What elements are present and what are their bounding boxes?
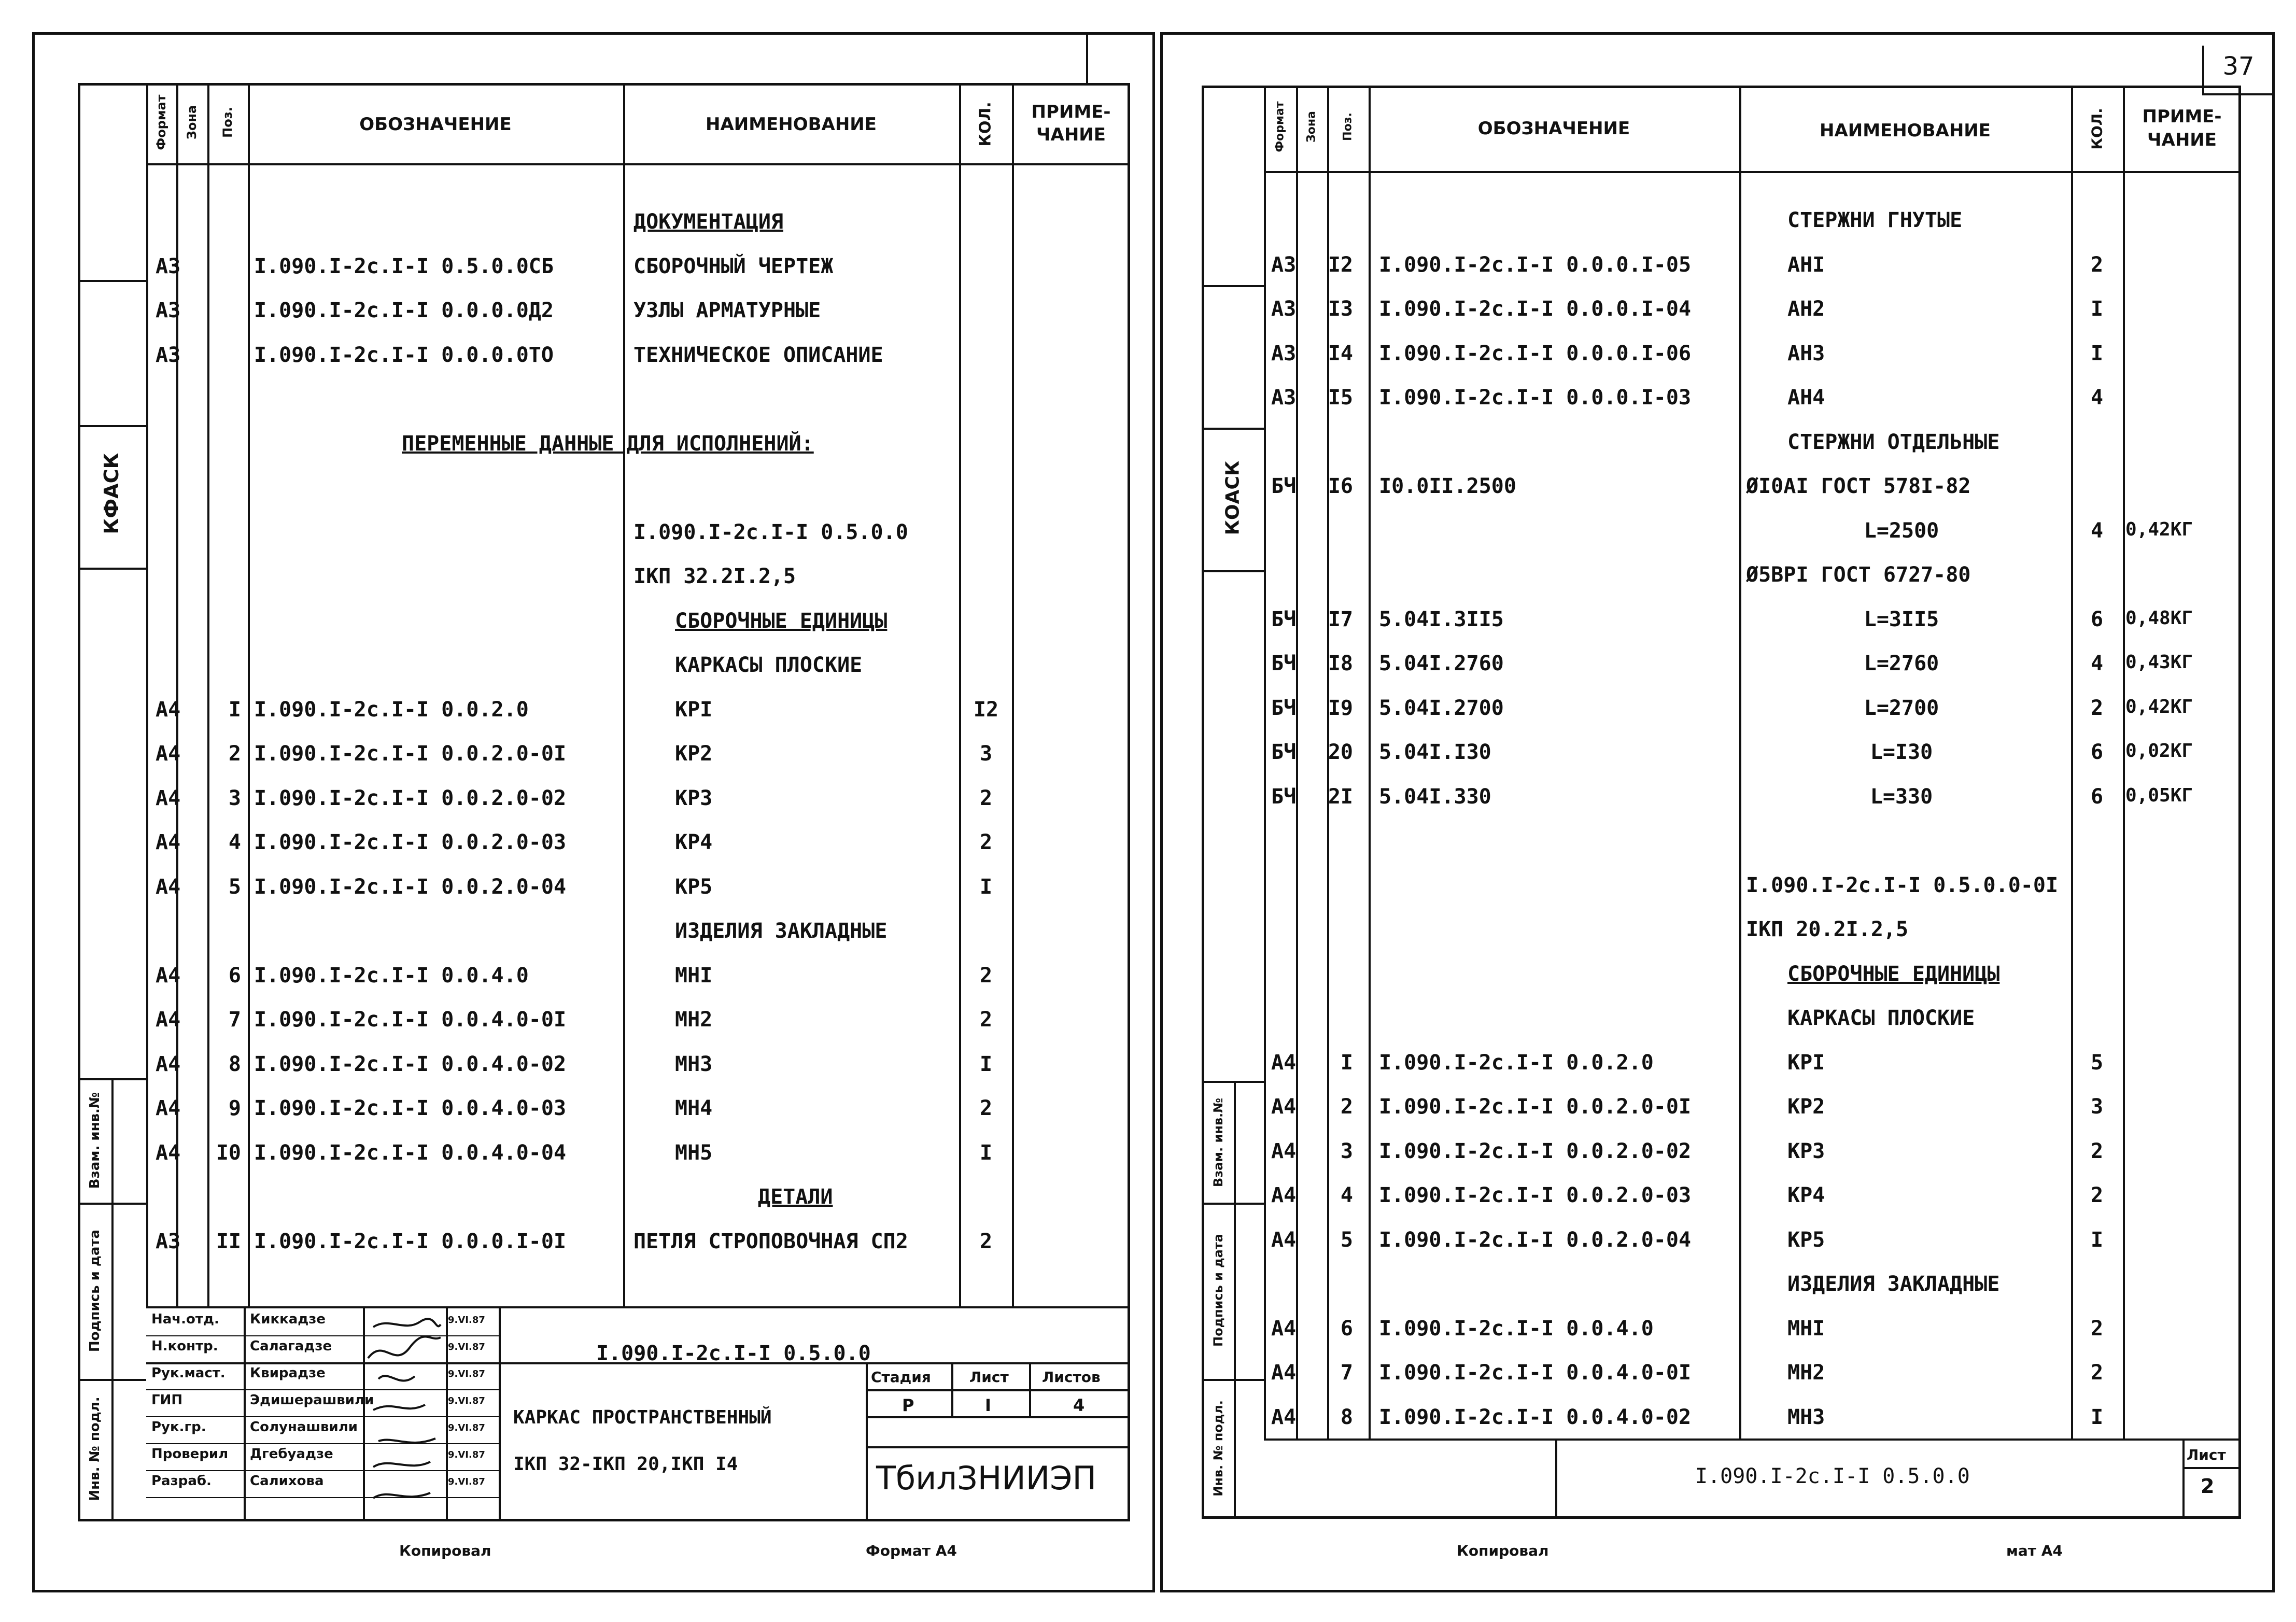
row-format: БЧ: [1271, 652, 1297, 675]
sheet-label: Лист: [969, 1369, 1009, 1386]
row-position: 8: [228, 1052, 241, 1076]
stage-label: Стадия: [871, 1369, 931, 1386]
row-name: L=2760: [1864, 652, 1939, 675]
row-position: I3: [1328, 297, 1353, 321]
row-quantity: 2: [2090, 1316, 2104, 1341]
header-format: Формат: [154, 94, 168, 150]
row-format: А4: [156, 830, 181, 854]
row-position: I2: [1328, 252, 1353, 277]
row-format: А4: [1271, 1405, 1297, 1429]
row-format: БЧ: [1271, 784, 1297, 809]
header-zone-right: Зона: [1305, 111, 1318, 143]
row-position: 4: [1340, 1183, 1353, 1207]
row-note: 0,02КГ: [2125, 740, 2193, 761]
row-quantity: I: [979, 1052, 993, 1076]
right-sheet-value: 2: [2201, 1475, 2215, 1498]
row-quantity: 2: [979, 1229, 993, 1253]
row-quantity: I: [2090, 297, 2104, 321]
row-designation: I.090.I-2с.I-I 0.0.0.0ТО: [254, 343, 554, 367]
sheets-value: 4: [1073, 1395, 1085, 1415]
row-designation: I.090.I-2с.I-I 0.0.0.0Д2: [254, 299, 554, 322]
row-name: КАРКАСЫ ПЛОСКИЕ: [1787, 1006, 1975, 1030]
row-format: А4: [156, 1052, 181, 1076]
row-name: МНI: [675, 963, 713, 988]
signer-date: 9.VI.87: [448, 1315, 485, 1325]
row-quantity: 6: [2090, 784, 2104, 809]
row-designation: I.090.I-2с.I-I 0.5.0.0СБ: [254, 254, 554, 278]
row-designation: 5.04I.3II5: [1379, 607, 1504, 631]
row-designation: I.090.I-2с.I-I 0.0.2.0-02: [1379, 1139, 1692, 1163]
row-format: А3: [1271, 252, 1297, 277]
row-name: МН3: [675, 1052, 713, 1076]
row-designation: 5.04I.2700: [1379, 696, 1504, 720]
row-quantity: I2: [973, 697, 999, 722]
row-name: КР3: [675, 786, 713, 810]
row-quantity: 4: [2090, 386, 2104, 410]
row-name: МН2: [1787, 1361, 1825, 1385]
row-name: L=2500: [1864, 518, 1939, 543]
row-format: А4: [1271, 1228, 1297, 1252]
row-quantity: 3: [979, 742, 993, 766]
signer-name: Дгебуадзе: [250, 1446, 333, 1462]
sheets-label: Листов: [1042, 1369, 1101, 1386]
signer-role: Разраб.: [151, 1473, 212, 1489]
row-quantity: 6: [2090, 607, 2104, 631]
row-quantity: 2: [2090, 696, 2104, 720]
row-designation: 5.04I.2760: [1379, 652, 1504, 675]
row-designation: I.090.I-2с.I-I 0.0.4.0-0I: [254, 1008, 567, 1032]
row-format: А4: [1271, 1183, 1297, 1207]
row-name: СТЕРЖНИ ОТДЕЛЬНЫЕ: [1787, 430, 2000, 454]
header-name-right: НАИМЕНОВАНИЕ: [1819, 120, 1991, 141]
row-position: I4: [1328, 341, 1353, 365]
header-format-right: Формат: [1273, 101, 1287, 152]
row-position: 6: [228, 963, 241, 988]
signer-role: ГИП: [151, 1392, 183, 1408]
left-title-doc-code: I.090.I-2с.I-I 0.5.0.0: [596, 1342, 871, 1365]
signer-role: Нач.отд.: [151, 1311, 219, 1327]
row-format: А3: [1271, 341, 1297, 365]
signer-role: Рук.гр.: [151, 1419, 206, 1435]
row-designation: 5.04I.330: [1379, 784, 1491, 809]
signer-date: 9.VI.87: [448, 1422, 485, 1433]
row-name: ТЕХНИЧЕСКОЕ ОПИСАНИЕ: [633, 343, 883, 367]
row-format: БЧ: [1271, 474, 1297, 498]
row-format: А3: [1271, 297, 1297, 321]
signer-name: Эдишерашвили: [250, 1392, 374, 1408]
header-name: НАИМЕНОВАНИЕ: [705, 114, 877, 135]
row-designation: I.090.I-2с.I-I 0.0.2.0-04: [254, 875, 567, 899]
row-name: КР2: [1787, 1095, 1825, 1119]
header-designation: ОБОЗНАЧЕНИЕ: [359, 114, 512, 135]
signer-role: Проверил: [151, 1446, 229, 1462]
header-zone: Зона: [185, 105, 199, 140]
row-designation: I.090.I-2с.I-I 0.0.0.I-06: [1379, 341, 1692, 365]
row-designation: I.090.I-2с.I-I 0.0.4.0: [1379, 1316, 1654, 1341]
row-name: СТЕРЖНИ ГНУТЫЕ: [1787, 208, 1963, 232]
signer-date: 9.VI.87: [448, 1449, 485, 1460]
row-designation: I.090.I-2с.I-I 0.0.2.0-0I: [254, 742, 567, 766]
side-stamp: КФАСК: [100, 453, 123, 534]
signer-name: Салагадзе: [250, 1338, 332, 1354]
signatures-drawing: [363, 1306, 446, 1521]
row-name: КРI: [675, 697, 713, 722]
row-note: 0,43КГ: [2125, 652, 2193, 673]
row-name: КАРКАСЫ ПЛОСКИЕ: [675, 653, 863, 677]
header-qty-right: КОЛ.: [2088, 108, 2106, 150]
row-position: 5: [1340, 1228, 1353, 1252]
row-name: СБОРОЧНЫЙ ЧЕРТЕЖ: [633, 254, 834, 278]
header-designation-right: ОБОЗНАЧЕНИЕ: [1477, 118, 1630, 139]
right-sheet-label: Лист: [2187, 1446, 2226, 1463]
row-designation: I.090.I-2с.I-I 0.0.0.I-04: [1379, 297, 1692, 321]
row-position: I9: [1328, 696, 1353, 720]
row-name: МН3: [1787, 1405, 1825, 1429]
row-note: 0,42КГ: [2125, 518, 2193, 540]
row-designation: I.090.I-2с.I-I 0.0.4.0-04: [254, 1140, 567, 1165]
signer-name: Салихова: [250, 1473, 324, 1489]
row-quantity: 2: [2090, 252, 2104, 277]
signer-date: 9.VI.87: [448, 1369, 485, 1379]
side-label-inv-vzam: Взам. инв.№: [87, 1092, 103, 1189]
row-name: МНI: [1787, 1316, 1825, 1341]
row-designation: I.090.I-2с.I-I 0.0.2.0-02: [254, 786, 567, 810]
side-label-inv-podl-right: Инв. № подл.: [1211, 1400, 1226, 1497]
row-designation: I.090.I-2с.I-I 0.0.4.0-02: [254, 1052, 567, 1076]
row-note: 0,05КГ: [2125, 784, 2193, 806]
row-quantity: 2: [979, 830, 993, 854]
row-position: I7: [1328, 607, 1353, 631]
row-position: 5: [228, 875, 241, 899]
row-format: БЧ: [1271, 607, 1297, 631]
row-designation: I.090.I-2с.I-I 0.0.0.I-03: [1379, 386, 1692, 410]
signer-date: 9.VI.87: [448, 1476, 485, 1487]
signer-date: 9.VI.87: [448, 1342, 485, 1352]
row-format: А4: [1271, 1139, 1297, 1163]
row-position: 2I: [1328, 784, 1353, 809]
row-name: L=I30: [1870, 740, 1933, 764]
row-format: А3: [156, 1229, 181, 1253]
row-position: 8: [1340, 1405, 1353, 1429]
row-format: БЧ: [1271, 740, 1297, 764]
row-quantity: 2: [2090, 1183, 2104, 1207]
left-title-line2: IКП 32-IКП 20,IКП I4: [513, 1454, 738, 1475]
row-name: КР4: [1787, 1183, 1825, 1207]
header-note-2: ЧАНИЕ: [1036, 124, 1106, 145]
row-quantity: I: [979, 1140, 993, 1165]
row-format: БЧ: [1271, 696, 1297, 720]
row-name: КР2: [675, 742, 713, 766]
row-quantity: 2: [979, 786, 993, 810]
header-note-1: ПРИМЕ-: [1031, 102, 1111, 122]
row-designation: I.090.I-2с.I-I 0.0.2.0-03: [254, 830, 567, 854]
row-format: А4: [1271, 1095, 1297, 1119]
row-name: АН3: [1787, 341, 1825, 365]
row-position: I: [1340, 1050, 1353, 1075]
footer-copied-left: Копировал: [399, 1542, 491, 1559]
side-label-sign-date-right: Подпись и дата: [1211, 1234, 1226, 1347]
signer-date: 9.VI.87: [448, 1395, 485, 1406]
row-name: L=330: [1870, 784, 1933, 809]
header-note-right-1: ПРИМЕ-: [2142, 106, 2222, 127]
row-position: 6: [1340, 1316, 1353, 1341]
row-position: 3: [228, 786, 241, 810]
row-name: СБОРОЧНЫЕ ЕДИНИЦЫ: [1787, 962, 2000, 986]
row-format: А4: [156, 742, 181, 766]
row-quantity: 6: [2090, 740, 2104, 764]
row-name: УЗЛЫ АРМАТУРНЫЕ: [633, 299, 821, 322]
row-name: МН4: [675, 1096, 713, 1120]
row-name: I.090.I-2с.I-I 0.5.0.0: [633, 520, 908, 544]
row-name: ИЗДЕЛИЯ ЗАКЛАДНЫЕ: [675, 919, 888, 943]
row-name: ПЕТЛЯ СТРОПОВОЧНАЯ СП2: [633, 1229, 908, 1253]
stage-value: Р: [902, 1395, 914, 1415]
row-quantity: 2: [2090, 1139, 2104, 1163]
header-pos: Поз.: [220, 107, 235, 138]
row-position: I0: [216, 1140, 241, 1165]
row-designation: I.090.I-2с.I-I 0.0.4.0-03: [254, 1096, 567, 1120]
row-name: АНI: [1787, 252, 1825, 277]
row-designation: I.090.I-2с.I-I 0.0.4.0-0I: [1379, 1361, 1692, 1385]
side-label-inv-podl: Инв. № подл.: [87, 1397, 103, 1501]
row-name: СБОРОЧНЫЕ ЕДИНИЦЫ: [675, 609, 888, 633]
row-position: I8: [1328, 652, 1353, 675]
header-qty: КОЛ.: [976, 102, 995, 147]
row-format: А4: [1271, 1316, 1297, 1341]
row-position: 2: [228, 742, 241, 766]
side-label-inv-vzam-right: Взам. инв.№: [1211, 1097, 1226, 1188]
row-format: А3: [156, 299, 181, 322]
side-stamp-right: КОАСК: [1222, 460, 1244, 535]
row-designation: I.090.I-2с.I-I 0.0.2.0: [254, 697, 529, 722]
row-name: L=3II5: [1864, 607, 1939, 631]
row-position: 9: [228, 1096, 241, 1120]
row-quantity: 2: [979, 1008, 993, 1032]
left-corner-box: [1086, 32, 1155, 84]
row-quantity: 2: [2090, 1361, 2104, 1385]
row-designation: I.090.I-2с.I-I 0.0.4.0-02: [1379, 1405, 1692, 1429]
row-format: А4: [156, 1008, 181, 1032]
row-format: А3: [156, 254, 181, 278]
row-quantity: I: [979, 875, 993, 899]
row-position: II: [216, 1229, 241, 1253]
row-format: А4: [156, 786, 181, 810]
footer-format-left: Формат А4: [866, 1542, 957, 1559]
row-name: КР5: [1787, 1228, 1825, 1252]
row-designation: I.090.I-2с.I-I 0.0.0.I-0I: [254, 1229, 567, 1253]
row-designation: ПЕРЕМЕННЫЕ ДАННЫЕ ДЛЯ ИСПОЛНЕНИЙ:: [402, 431, 814, 456]
sheet-value: I: [985, 1395, 991, 1415]
signer-name: Солунашвили: [250, 1419, 358, 1435]
signer-name: Киккадзе: [250, 1311, 326, 1327]
row-position: 2: [1340, 1095, 1353, 1119]
row-name: АН4: [1787, 386, 1825, 410]
row-name: КР3: [1787, 1139, 1825, 1163]
row-format: А4: [156, 1140, 181, 1165]
row-name: IКП 20.2I.2,5: [1746, 918, 1909, 941]
row-quantity: 2: [979, 1096, 993, 1120]
row-position: I: [228, 697, 241, 722]
row-name: ДЕТАЛИ: [758, 1185, 833, 1209]
row-position: 7: [1340, 1361, 1353, 1385]
row-position: 7: [228, 1008, 241, 1032]
footer-copied-right: Копировал: [1457, 1542, 1549, 1559]
row-name: МН2: [675, 1008, 713, 1032]
row-quantity: 2: [979, 963, 993, 988]
row-quantity: I: [2090, 341, 2104, 365]
row-quantity: 4: [2090, 518, 2104, 543]
row-format: А4: [156, 697, 181, 722]
row-position: 20: [1328, 740, 1353, 764]
row-position: I5: [1328, 386, 1353, 410]
row-name: КР5: [675, 875, 713, 899]
row-format: А4: [156, 1096, 181, 1120]
footer-format-right: мат А4: [2006, 1542, 2063, 1559]
row-name: ИЗДЕЛИЯ ЗАКЛАДНЫЕ: [1787, 1272, 2000, 1296]
row-name: IКП 32.2I.2,5: [633, 565, 796, 588]
row-quantity: 3: [2090, 1095, 2104, 1119]
row-designation: I.090.I-2с.I-I 0.0.4.0: [254, 963, 529, 988]
row-designation: 5.04I.I30: [1379, 740, 1491, 764]
row-format: А4: [156, 875, 181, 899]
row-name: ØI0АI ГОСТ 578I-82: [1746, 474, 1971, 498]
left-title-line1: КАРКАС ПРОСТРАНСТВЕННЫЙ: [513, 1407, 772, 1428]
row-designation: I.090.I-2с.I-I 0.0.2.0-0I: [1379, 1095, 1692, 1119]
header-pos-right: Поз.: [1341, 112, 1355, 141]
row-name: КРI: [1787, 1050, 1825, 1075]
row-format: А3: [156, 343, 181, 367]
row-position: I6: [1328, 474, 1353, 498]
row-format: А3: [1271, 386, 1297, 410]
row-designation: I0.0II.2500: [1379, 474, 1516, 498]
page-number: 37: [2222, 52, 2255, 81]
row-quantity: I: [2090, 1228, 2104, 1252]
side-label-sign-date: Подпись и дата: [87, 1229, 103, 1352]
row-quantity: 5: [2090, 1050, 2104, 1075]
row-quantity: 4: [2090, 652, 2104, 675]
org-name: ТбилЗНИИЭП: [876, 1459, 1097, 1497]
row-note: 0,42КГ: [2125, 696, 2193, 717]
row-quantity: I: [2090, 1405, 2104, 1429]
right-title-doc-code: I.090.I-2с.I-I 0.5.0.0: [1695, 1464, 1970, 1488]
row-name: АН2: [1787, 297, 1825, 321]
row-name: МН5: [675, 1140, 713, 1165]
row-format: А4: [156, 963, 181, 988]
row-designation: I.090.I-2с.I-I 0.0.2.0: [1379, 1050, 1654, 1075]
row-note: 0,48КГ: [2125, 607, 2193, 629]
row-format: А4: [1271, 1361, 1297, 1385]
row-format: А4: [1271, 1050, 1297, 1075]
row-name: I.090.I-2с.I-I 0.5.0.0-0I: [1746, 873, 2059, 897]
row-name: L=2700: [1864, 696, 1939, 720]
row-name: ДОКУМЕНТАЦИЯ: [633, 210, 783, 234]
row-designation: I.090.I-2с.I-I 0.0.2.0-04: [1379, 1228, 1692, 1252]
row-name: КР4: [675, 830, 713, 854]
row-position: 4: [228, 830, 241, 854]
row-designation: I.090.I-2с.I-I 0.0.0.I-05: [1379, 252, 1692, 277]
row-designation: I.090.I-2с.I-I 0.0.2.0-03: [1379, 1183, 1692, 1207]
signer-name: Квирадзе: [250, 1365, 326, 1381]
signer-role: Рук.маст.: [151, 1365, 226, 1381]
signer-role: Н.контр.: [151, 1338, 218, 1354]
header-note-right-2: ЧАНИЕ: [2147, 130, 2217, 150]
row-position: 3: [1340, 1139, 1353, 1163]
row-name: Ø5ВРI ГОСТ 6727-80: [1746, 563, 1971, 587]
